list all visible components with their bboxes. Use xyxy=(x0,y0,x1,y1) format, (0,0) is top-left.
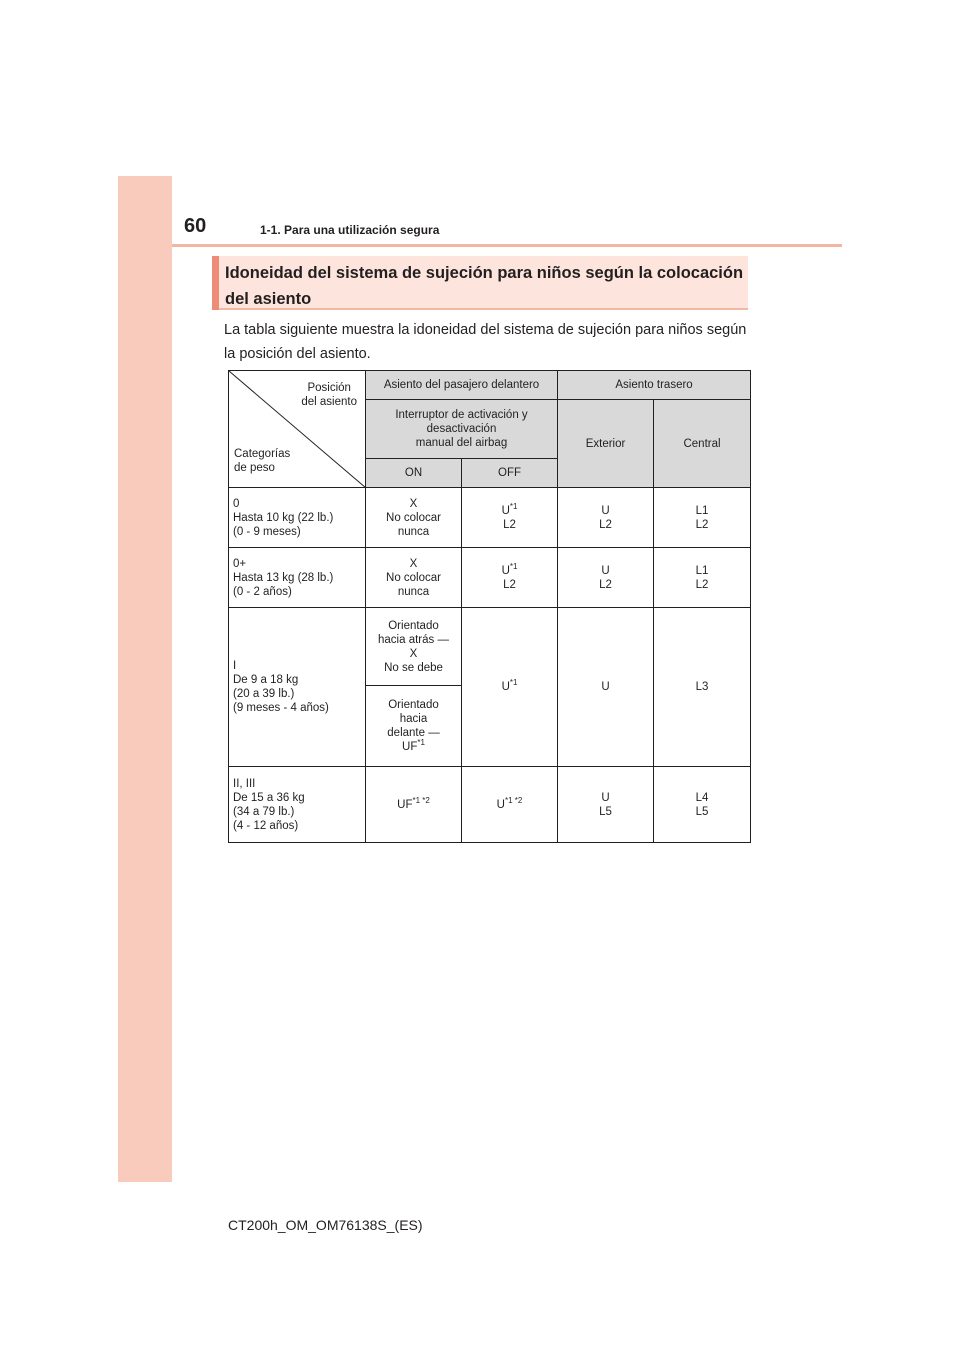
airbag-off-cell: $U^{*1}$ L2 xyxy=(462,548,558,608)
weight-category-cell: I De 9 a 18 kg (20 a 39 lb.) (9 meses - 4 años) xyxy=(229,608,366,767)
corner-weight-category-label: Categorías de peso xyxy=(234,448,291,474)
exterior-cell: U L5 xyxy=(558,767,654,843)
header-rule xyxy=(172,244,842,247)
table-row xyxy=(229,767,751,843)
subsection-heading xyxy=(212,256,748,310)
front-seat-header: Asiento del pasajero delantero xyxy=(366,371,558,400)
table-row xyxy=(229,488,751,548)
weight-category-cell: 0 Hasta 10 kg (22 lb.) (0 - 9 meses) xyxy=(229,488,366,548)
rear-seat-header: Asiento trasero xyxy=(558,371,751,400)
airbag-on-forward-cell: Orientado hacia delante — UF$^{*1}$ xyxy=(366,686,462,767)
central-cell: L1 L2 xyxy=(654,488,751,548)
intro-paragraph: La tabla siguiente muestra la idoneidad del sistema de sujeción para niños según la posición del asiento. xyxy=(224,322,747,362)
heading-text: Idoneidad del sistema de sujeción para niños según la colocación del asiento xyxy=(225,264,744,308)
section-title: 1-1. Para una utilización segura xyxy=(260,223,440,237)
table-row xyxy=(229,608,751,686)
airbag-on-cell: X No colocar nunca xyxy=(366,548,462,608)
airbag-on-header: ON xyxy=(366,459,462,488)
airbag-off-cell: $U^{*1}$ xyxy=(462,608,558,767)
central-cell: L1 L2 xyxy=(654,548,751,608)
exterior-cell: U L2 xyxy=(558,488,654,548)
airbag-on-cell: $UF^{*1 *2}$ xyxy=(366,767,462,843)
corner-seat-position-label: Posición del asiento xyxy=(301,382,357,408)
page-number: 60 xyxy=(184,215,207,237)
airbag-off-header: OFF xyxy=(462,459,558,488)
weight-category-cell: II, III De 15 a 36 kg (34 a 79 lb.) (4 - 12 años) xyxy=(229,767,366,843)
suitability-table xyxy=(228,370,751,843)
central-cell: L4 L5 xyxy=(654,767,751,843)
airbag-off-cell: $U^{*1 *2}$ xyxy=(462,767,558,843)
heading-accent-bar xyxy=(212,256,219,310)
weight-category-cell: 0+ Hasta 13 kg (28 lb.) (0 - 2 años) xyxy=(229,548,366,608)
exterior-header: Exterior xyxy=(558,400,654,488)
airbag-switch-header: Interruptor de activación y desactivación manual del airbag xyxy=(366,400,558,459)
central-cell: L3 xyxy=(654,608,751,767)
document-code: CT200h_OM_OM76138S_(ES) xyxy=(228,1217,423,1233)
airbag-on-cell: X No colocar nunca xyxy=(366,488,462,548)
side-band xyxy=(118,176,172,1182)
exterior-cell: U L2 xyxy=(558,548,654,608)
airbag-off-cell: $U^{*1}$ L2 xyxy=(462,488,558,548)
table-row xyxy=(229,548,751,608)
corner-header-cell xyxy=(229,371,366,488)
exterior-cell: U xyxy=(558,608,654,767)
central-header: Central xyxy=(654,400,751,488)
airbag-on-rearward-cell: Orientado hacia atrás — X No se debe xyxy=(366,608,462,686)
